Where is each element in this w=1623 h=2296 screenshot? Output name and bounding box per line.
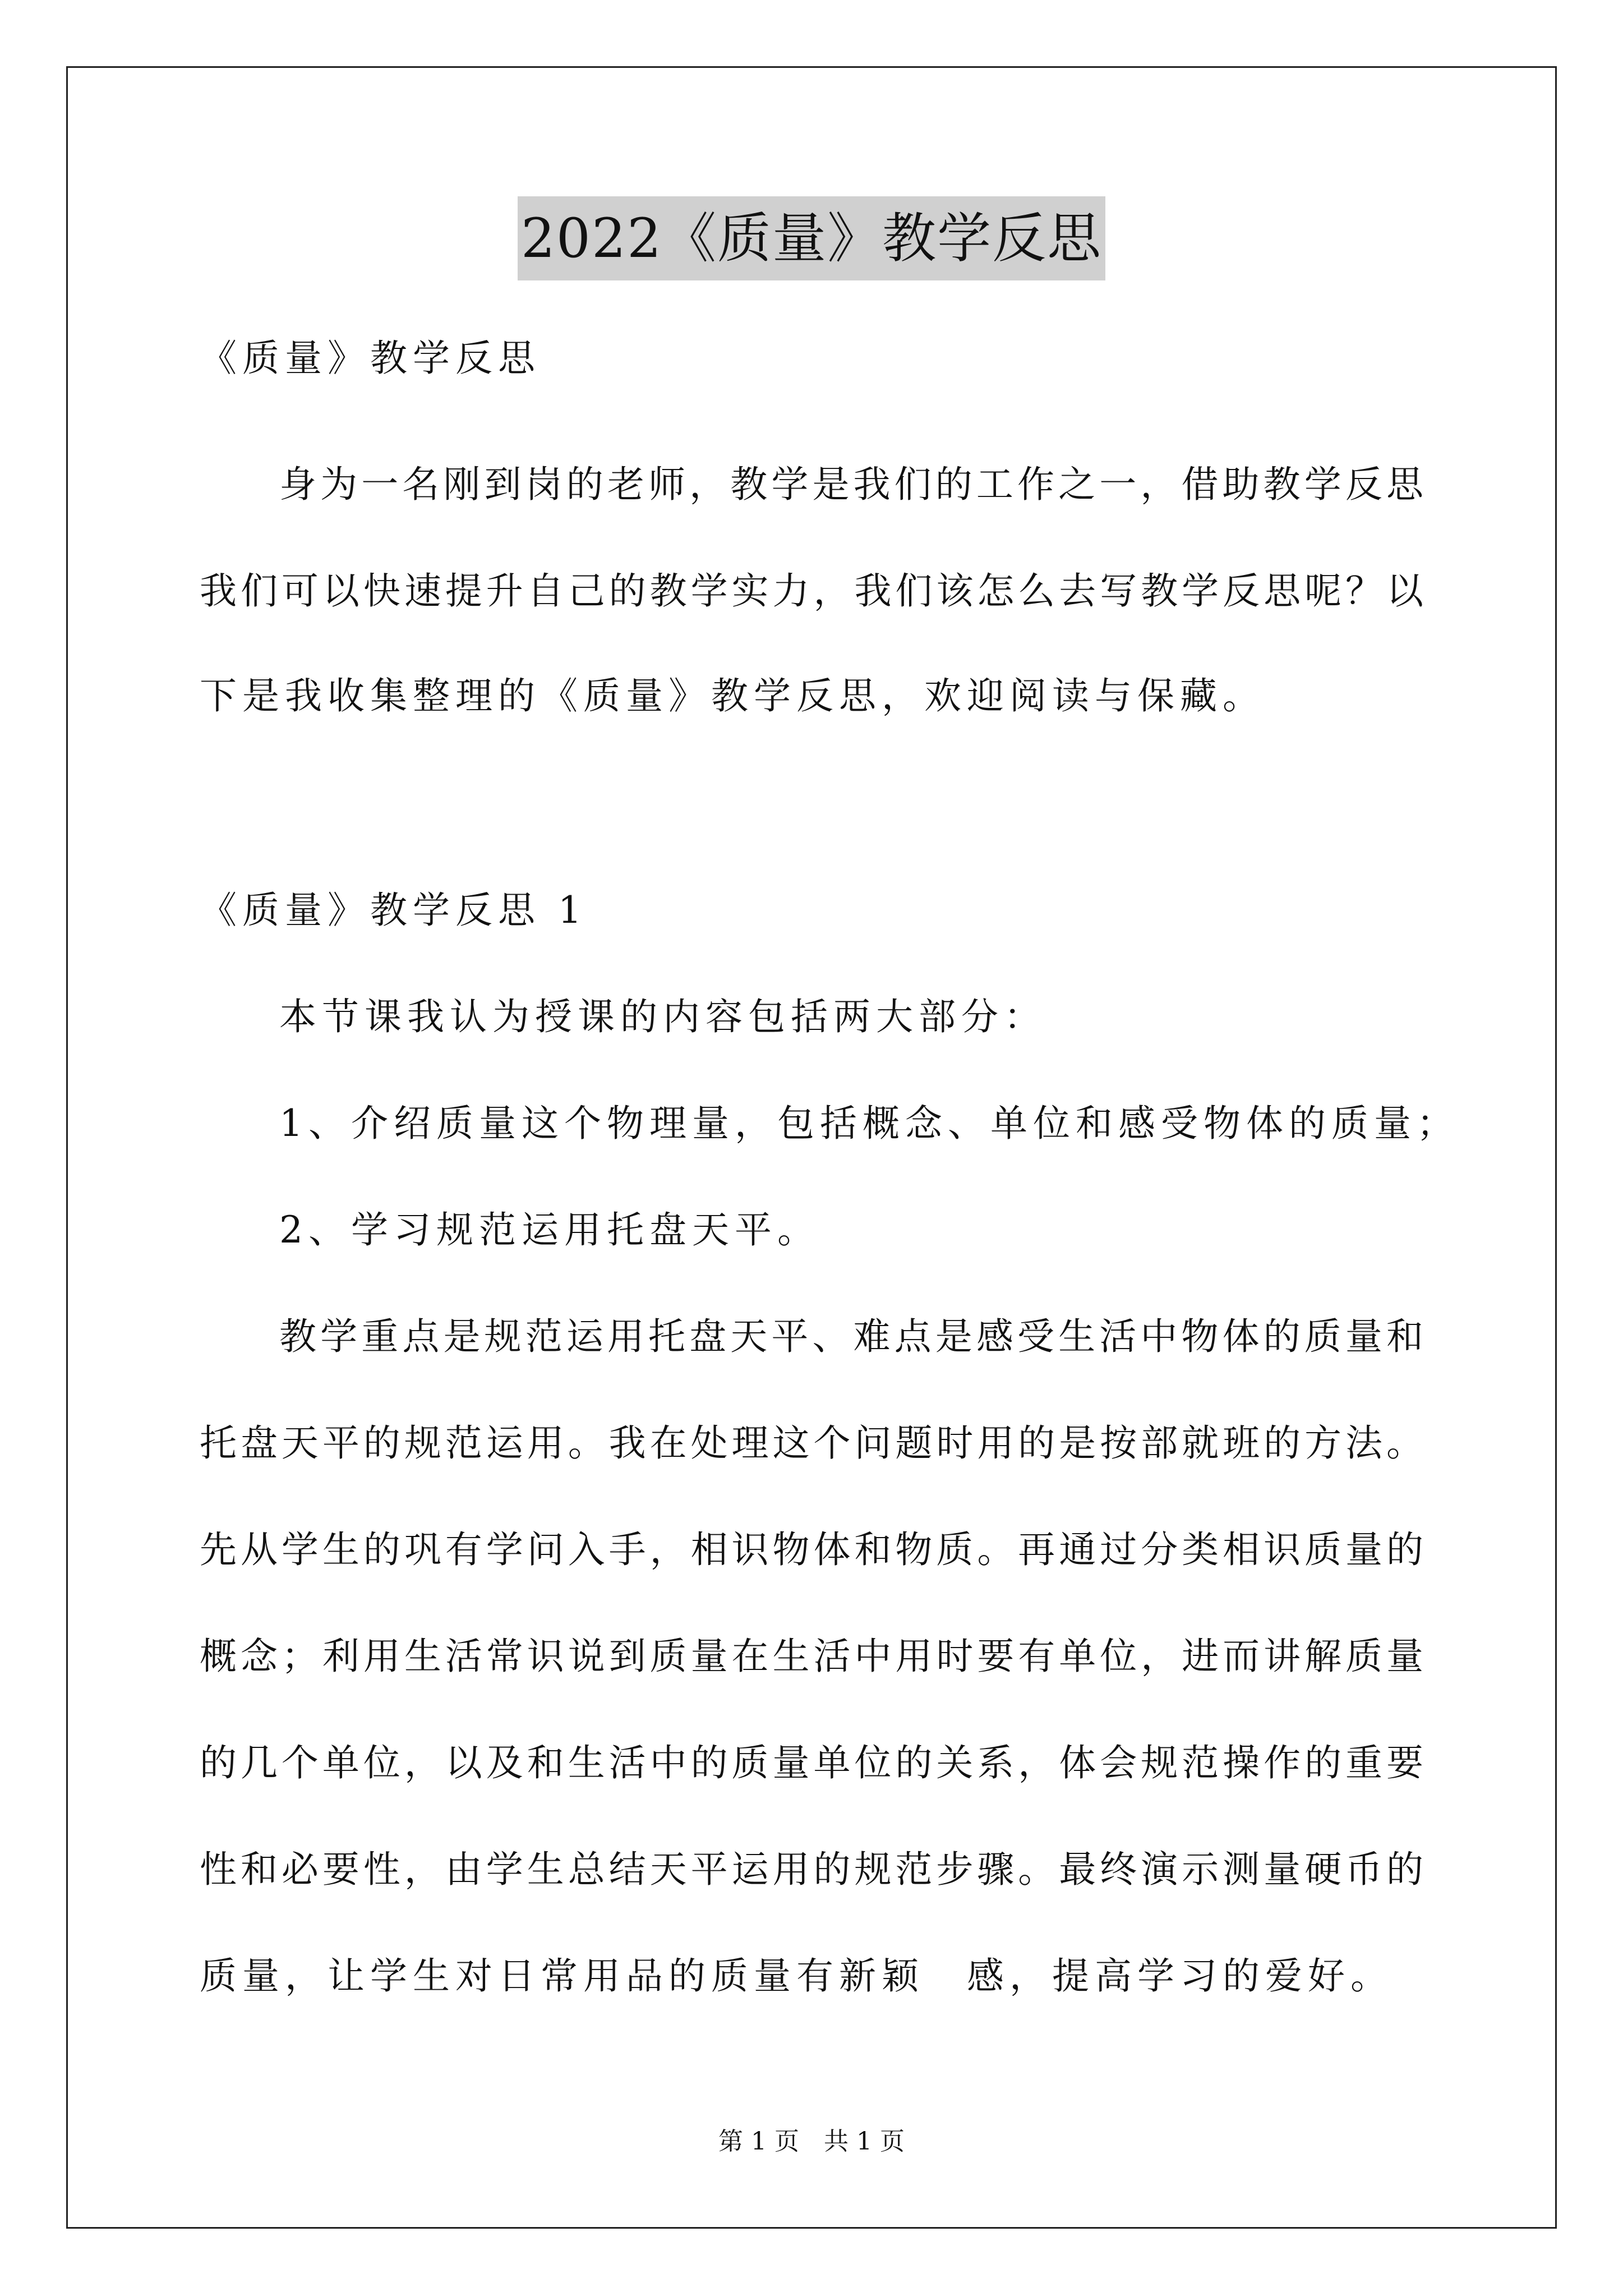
- section-line-1: 本节课我认为授课的内容包括两大部分：: [279, 995, 1046, 1038]
- section-line-10: 质量，让学生对日常用品的质量有新颖 感，提高学习的爱好。: [200, 1954, 1393, 1998]
- section-line-3: 2、学习规范运用托盘天平。: [279, 1208, 820, 1251]
- section-line-2: 1、介绍质量这个物理量，包括概念、单位和感受物体的质量；: [279, 1102, 1459, 1145]
- intro-line-1: 身为一名刚到岗的老师，教学是我们的工作之一，借助教学反思: [279, 463, 1423, 506]
- title-container: [0, 196, 1623, 280]
- page-footer: 第 1 页 共 1 页: [718, 2127, 905, 2156]
- section-line-9: 性和必要性，由学生总结天平运用的规范步骤。最终演示测量硬币的: [200, 1848, 1423, 1891]
- intro-line-3: 下是我收集整理的《质量》教学反思，欢迎阅读与保藏。: [200, 674, 1265, 717]
- document-subtitle: 《质量》教学反思: [200, 337, 541, 380]
- section-line-7: 概念；利用生活常识说到质量在生活中用时要有单位，进而讲解质量: [200, 1635, 1423, 1678]
- section-line-8: 的几个单位，以及和生活中的质量单位的关系，体会规范操作的重要: [200, 1741, 1423, 1784]
- document-title: 2022《质量》教学反思: [518, 196, 1105, 280]
- section-line-5: 托盘天平的规范运用。我在处理这个问题时用的是按部就班的方法。: [200, 1421, 1423, 1465]
- intro-line-2: 我们可以快速提升自己的教学实力，我们该怎么去写教学反思呢？以: [200, 569, 1423, 613]
- section-line-4: 教学重点是规范运用托盘天平、难点是感受生活中物体的质量和: [279, 1315, 1423, 1358]
- section-heading: 《质量》教学反思 1: [200, 889, 587, 932]
- section-line-6: 先从学生的巩有学问入手，相识物体和物质。再通过分类相识质量的: [200, 1528, 1423, 1571]
